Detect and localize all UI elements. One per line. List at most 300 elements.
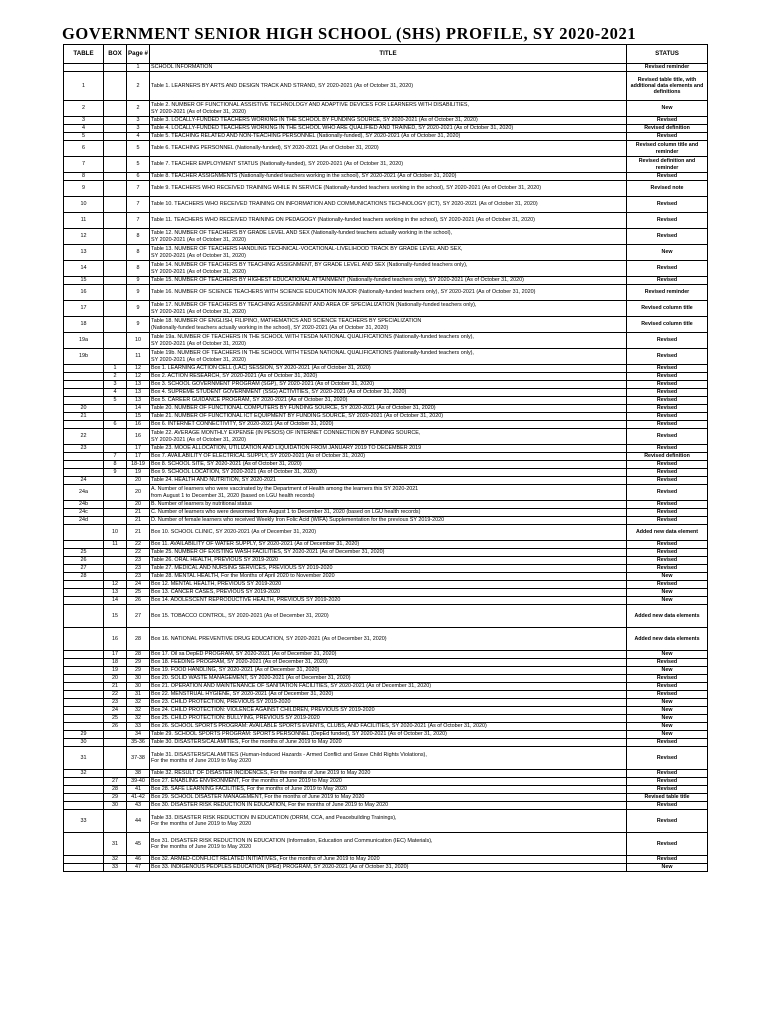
table-row (64, 365, 708, 373)
cell-status: New (627, 723, 708, 731)
cell-table-number (64, 723, 104, 731)
cell-box-number (104, 445, 127, 453)
cell-page-number: 28 (127, 651, 150, 659)
cell-title: Box 25. CHILD PROTECTION: BULLYING, PREVIOUS SY 2019-2020 (150, 715, 627, 723)
cell-box-number: 4 (104, 389, 127, 397)
table-row (64, 285, 708, 301)
cell-box-number: 28 (104, 786, 127, 794)
cell-status: New (627, 245, 708, 261)
cell-box-number (104, 477, 127, 485)
cell-table-number (64, 675, 104, 683)
cell-box-number: 21 (104, 683, 127, 691)
table-row (64, 589, 708, 597)
cell-box-number: 27 (104, 778, 127, 786)
cell-box-number: 1 (104, 365, 127, 373)
cell-title: Table 32. RESULT OF DISASTER INCIDENCES, For the months of June 2019 to May 2020 (150, 770, 627, 778)
cell-table-number: 2 (64, 101, 104, 117)
table-row (64, 477, 708, 485)
cell-status: Revised (627, 133, 708, 141)
cell-box-number (104, 747, 127, 770)
cell-page-number: 41 (127, 786, 150, 794)
cell-box-number (104, 501, 127, 509)
cell-table-number: 1 (64, 72, 104, 101)
cell-page-number: 2 (127, 72, 150, 101)
cell-status: Revised reminder (627, 285, 708, 301)
cell-title: Table 19a. NUMBER OF TEACHERS IN THE SCHOOL WITH TESDA NATIONAL QUALIFICATIONS (Nationally-funded teachers only), SY 2020-2021 (As of October 31, 2020) (150, 333, 627, 349)
cell-table-number: 16 (64, 285, 104, 301)
cell-page-number: 32 (127, 699, 150, 707)
cell-status: Revised (627, 197, 708, 213)
cell-title: Table 16. NUMBER OF SCIENCE TEACHERS WITH SCIENCE EDUCATION MAJOR (Nationally-funded teachers only), SY 2020-2021 (As of October 31, 2020) (150, 285, 627, 301)
cell-status: Revised (627, 770, 708, 778)
cell-page-number: 5 (127, 157, 150, 173)
cell-title: Box 7. AVAILABILITY OF ELECTRICAL SUPPLY, SY 2020-2021 (As of October 31, 2020) (150, 453, 627, 461)
cell-title: Box 2. ACTION RESEARCH, SY 2020-2021 (As of October 31, 2020) (150, 373, 627, 381)
table-row (64, 541, 708, 549)
cell-table-number (64, 707, 104, 715)
table-row (64, 197, 708, 213)
cell-page-number: 3 (127, 117, 150, 125)
cell-page-number: 23 (127, 573, 150, 581)
cell-page-number: 15 (127, 413, 150, 421)
cell-status: Revised (627, 517, 708, 525)
cell-status: Revised (627, 659, 708, 667)
cell-title: Table 6. TEACHING PERSONNEL (Nationally-funded), SY 2020-2021 (As of October 31, 2020) (150, 141, 627, 157)
cell-page-number: 28 (127, 628, 150, 651)
cell-status: Revised (627, 541, 708, 549)
cell-status: Revised definition (627, 453, 708, 461)
cell-table-number: 24d (64, 517, 104, 525)
cell-status: Added new data elements (627, 605, 708, 628)
table-row (64, 565, 708, 573)
table-row (64, 469, 708, 477)
cell-table-number: 4 (64, 125, 104, 133)
cell-title: Box 11. AVAILABILITY OF WATER SUPPLY, SY 2020-2021 (As of December 31, 2020) (150, 541, 627, 549)
cell-title: Table 9. TEACHERS WHO RECEIVED TRAINING WHILE IN SERVICE (Nationally-funded teachers working in the school), SY 2020-2021 (As of October 31, 2020) (150, 181, 627, 197)
cell-table-number: 29 (64, 731, 104, 739)
cell-status: Revised (627, 117, 708, 125)
cell-page-number: 8 (127, 261, 150, 277)
cell-status: New (627, 715, 708, 723)
table-row (64, 597, 708, 605)
table-row (64, 675, 708, 683)
cell-box-number (104, 509, 127, 517)
cell-table-number (64, 699, 104, 707)
cell-page-number: 46 (127, 856, 150, 864)
table-row (64, 64, 708, 72)
cell-title: Box 24. CHILD PROTECTION: VIOLENCE AGAINST CHILDREN, PREVIOUS SY 2019-2020 (150, 707, 627, 715)
cell-status: Revised (627, 683, 708, 691)
cell-box-number (104, 573, 127, 581)
cell-box-number (104, 565, 127, 573)
cell-table-number: 27 (64, 565, 104, 573)
cell-table-number (64, 683, 104, 691)
cell-title: Box 12. MENTAL HEALTH, PREVIOUS SY 2019-2020 (150, 581, 627, 589)
table-row (64, 794, 708, 802)
cell-table-number (64, 864, 104, 872)
header-status: STATUS (627, 45, 708, 64)
cell-status: Revised (627, 333, 708, 349)
cell-status: New (627, 667, 708, 675)
cell-table-number (64, 659, 104, 667)
table-row (64, 277, 708, 285)
table-row (64, 723, 708, 731)
cell-box-number (104, 141, 127, 157)
table-row (64, 525, 708, 541)
table-row (64, 429, 708, 445)
cell-table-number (64, 373, 104, 381)
cell-table-number (64, 715, 104, 723)
cell-title: Box 5. CAREER GUIDANCE PROGRAM, SY 2020-2021 (As of October 31, 2020) (150, 397, 627, 405)
cell-status: Revised (627, 381, 708, 389)
table-row (64, 509, 708, 517)
cell-box-number (104, 213, 127, 229)
cell-status: Revised column title (627, 301, 708, 317)
cell-page-number: 20 (127, 485, 150, 501)
cell-title: Table 10. TEACHERS WHO RECEIVED TRAINING ON INFORMATION AND COMMUNICATIONS TECHNOLOGY (ICT), SY 2020-2021 (As of October 31, 2020) (150, 197, 627, 213)
cell-table-number (64, 628, 104, 651)
cell-status: Revised (627, 229, 708, 245)
cell-status: New (627, 589, 708, 597)
cell-box-number: 29 (104, 794, 127, 802)
cell-title: Box 14. ADOLESCENT REPRODUCTIVE HEALTH, PREVIOUS SY 2019-2020 (150, 597, 627, 605)
cell-title: Box 26. SCHOOL SPORTS PROGRAM: AVAILABLE SPORTS EVENTS, CLUBS, AND FACILITIES, SY 2020-2021 (As of October 31, 2020) (150, 723, 627, 731)
table-row (64, 229, 708, 245)
table-row (64, 810, 708, 833)
cell-table-number (64, 786, 104, 794)
table-row (64, 739, 708, 747)
cell-status: Revised (627, 421, 708, 429)
cell-table-number (64, 541, 104, 549)
cell-status: Added new data element (627, 525, 708, 541)
table-row (64, 573, 708, 581)
cell-status: Revised (627, 261, 708, 277)
cell-title: Table 8. TEACHER ASSIGNMENTS (Nationally-funded teachers working in the school), SY 2020-2021 (As of October 31, 2020) (150, 173, 627, 181)
cell-table-number (64, 64, 104, 72)
cell-page-number: 26 (127, 597, 150, 605)
cell-table-number: 21 (64, 413, 104, 421)
cell-table-number (64, 856, 104, 864)
cell-status: Revised (627, 739, 708, 747)
cell-box-number (104, 549, 127, 557)
cell-box-number (104, 429, 127, 445)
cell-status: Revised table title (627, 794, 708, 802)
cell-title: Table 13. NUMBER OF TEACHERS HANDLING TECHNICAL-VOCATIONAL-LIVELIHOOD TRACK BY GRADE LEVEL AND SEX, SY 2020-2021 (As of October 31, 2020) (150, 245, 627, 261)
cell-table-number: 28 (64, 573, 104, 581)
table-row (64, 373, 708, 381)
profile-index-table-wrapper (63, 44, 706, 872)
header-box: BOX (104, 45, 127, 64)
cell-box-number: 20 (104, 675, 127, 683)
cell-page-number: 21 (127, 517, 150, 525)
cell-page-number: 13 (127, 397, 150, 405)
table-row (64, 833, 708, 856)
cell-status: Revised definition and reminder (627, 157, 708, 173)
cell-box-number: 2 (104, 373, 127, 381)
table-row (64, 864, 708, 872)
cell-title: Box 9. SCHOOL LOCATION, SY 2020-2021 (As of October 31, 2020) (150, 469, 627, 477)
header-table: TABLE (64, 45, 104, 64)
cell-status: Revised (627, 365, 708, 373)
cell-title: Box 18. FEEDING PROGRAM, SY 2020-2021 (As of December 31, 2020) (150, 659, 627, 667)
cell-title: C. Number of learners who were dewormed from August 1 to December 31, 2020 (based on LGU health records) (150, 509, 627, 517)
cell-title: Table 14. NUMBER OF TEACHERS BY TEACHING ASSIGNMENT, BY GRADE LEVEL AND SEX (Nationally-funded teachers only), SY 2020-2021 (As of October 31, 2020) (150, 261, 627, 277)
cell-title: Box 31. DISASTER RISK REDUCTION IN EDUCATION (Information, Education and Communication (IEC) Materials), For the months of June 2019 to May 2020 (150, 833, 627, 856)
cell-box-number: 12 (104, 581, 127, 589)
cell-table-number (64, 691, 104, 699)
cell-page-number: 9 (127, 317, 150, 333)
cell-box-number (104, 770, 127, 778)
cell-table-number (64, 365, 104, 373)
cell-title: Table 29. SCHOOL SPORTS PROGRAM: SPORTS PERSONNEL (DepEd funded), SY 2020-2021 (As of October 31, 2020) (150, 731, 627, 739)
cell-box-number (104, 285, 127, 301)
cell-page-number: 17 (127, 445, 150, 453)
cell-table-number: 26 (64, 557, 104, 565)
cell-page-number: 30 (127, 683, 150, 691)
cell-page-number: 21 (127, 509, 150, 517)
cell-table-number: 14 (64, 261, 104, 277)
cell-title: Table 28. MENTAL HEALTH, For the Months of April 2020 to November 2020 (150, 573, 627, 581)
cell-title: Table 1. LEARNERS BY ARTS AND DESIGN TRACK AND STRAND, SY 2020-2021 (As of October 31, 2020) (150, 72, 627, 101)
cell-title: Box 19. FOOD HANDLING, SY 2020-2021 (As of December 31, 2020) (150, 667, 627, 675)
cell-status: Revised (627, 802, 708, 810)
table-row (64, 389, 708, 397)
cell-table-number: 24b (64, 501, 104, 509)
cell-table-number (64, 597, 104, 605)
table-row (64, 715, 708, 723)
cell-status: Revised (627, 373, 708, 381)
cell-page-number: 45 (127, 833, 150, 856)
cell-box-number: 7 (104, 453, 127, 461)
cell-status: Revised (627, 833, 708, 856)
cell-title: Box 30. DISASTER RISK REDUCTION IN EDUCATION, For the months of June 2019 to May 2020 (150, 802, 627, 810)
cell-table-number: 30 (64, 739, 104, 747)
table-row (64, 691, 708, 699)
cell-table-number: 6 (64, 141, 104, 157)
cell-status: Revised (627, 389, 708, 397)
cell-status: New (627, 707, 708, 715)
cell-box-number: 22 (104, 691, 127, 699)
cell-page-number: 2 (127, 101, 150, 117)
cell-box-number: 26 (104, 723, 127, 731)
cell-page-number: 9 (127, 277, 150, 285)
cell-page-number: 37-38 (127, 747, 150, 770)
cell-table-number: 9 (64, 181, 104, 197)
cell-title: Box 6. INTERNET CONNECTIVITY, SY 2020-2021 (As of October 31, 2020) (150, 421, 627, 429)
cell-title: Table 11. TEACHERS WHO RECEIVED TRAINING ON PEDAGOGY (Nationally-funded teachers working in the school), SY 2020-2021 (As of October 31, 2020) (150, 213, 627, 229)
cell-table-number (64, 778, 104, 786)
cell-table-number: 24 (64, 477, 104, 485)
cell-table-number (64, 794, 104, 802)
table-row (64, 802, 708, 810)
header-title: TITLE (150, 45, 627, 64)
cell-page-number: 13 (127, 389, 150, 397)
cell-status: Revised (627, 856, 708, 864)
cell-title: Box 23. CHILD PROTECTION, PREVIOUS SY 2019-2020 (150, 699, 627, 707)
cell-box-number (104, 557, 127, 565)
cell-status: Revised (627, 557, 708, 565)
cell-status: Revised (627, 477, 708, 485)
cell-title: Table 24. HEALTH AND NUTRITION, SY 2020-2021 (150, 477, 627, 485)
cell-table-number (64, 469, 104, 477)
cell-title: Box 15. TOBACCO CONTROL, SY 2020-2021 (As of December 31, 2020) (150, 605, 627, 628)
cell-table-number (64, 397, 104, 405)
cell-status: Revised column title (627, 317, 708, 333)
table-row (64, 397, 708, 405)
cell-box-number (104, 181, 127, 197)
table-row (64, 453, 708, 461)
cell-page-number: 12 (127, 365, 150, 373)
cell-page-number: 43 (127, 802, 150, 810)
cell-box-number (104, 261, 127, 277)
cell-box-number: 13 (104, 589, 127, 597)
cell-box-number (104, 333, 127, 349)
cell-title: Table 22. AVERAGE MONTHLY EXPENSE (IN PESOS) OF INTERNET CONNECTION BY FUNDING SOURCE, SY 2020-2021 (As of October 31, 2020) (150, 429, 627, 445)
table-row (64, 778, 708, 786)
cell-title: Table 12. NUMBER OF TEACHERS BY GRADE LEVEL AND SEX (Nationally-funded teachers actually working in the school), SY 2020-2021 (As of October 31, 2020) (150, 229, 627, 245)
cell-title: Table 27. MEDICAL AND NURSING SERVICES, PREVIOUS SY 2019-2020 (150, 565, 627, 573)
table-row (64, 157, 708, 173)
cell-page-number: 20 (127, 501, 150, 509)
cell-page-number: 41-42 (127, 794, 150, 802)
cell-status: Revised (627, 581, 708, 589)
table-row (64, 485, 708, 501)
table-row (64, 261, 708, 277)
cell-status: Revised (627, 509, 708, 517)
cell-status: Revised (627, 461, 708, 469)
cell-status: Revised (627, 747, 708, 770)
cell-page-number: 23 (127, 557, 150, 565)
cell-title: Table 19b. NUMBER OF TEACHERS IN THE SCHOOL WITH TESDA NATIONAL QUALIFICATIONS (Nationally-funded teachers only), SY 2020-2021 (As of October 31, 2020) (150, 349, 627, 365)
cell-page-number: 47 (127, 864, 150, 872)
table-row (64, 659, 708, 667)
cell-status: New (627, 864, 708, 872)
cell-box-number: 31 (104, 833, 127, 856)
cell-status: Revised column title and reminder (627, 141, 708, 157)
table-row (64, 461, 708, 469)
cell-table-number: 33 (64, 810, 104, 833)
cell-title: SCHOOL INFORMATION (150, 64, 627, 72)
cell-page-number: 32 (127, 707, 150, 715)
table-row (64, 133, 708, 141)
cell-box-number: 30 (104, 802, 127, 810)
cell-title: Table 20. NUMBER OF FUNCTIONAL COMPUTERS BY FUNDING SOURCE, SY 2020-2021 (As of October 31, 2020) (150, 405, 627, 413)
cell-box-number (104, 133, 127, 141)
cell-title: Box 21. OPERATION AND MAINTENANCE OF SANITATION FACILITIES, SY 2020-2021 (As of December 31, 2020) (150, 683, 627, 691)
cell-box-number: 14 (104, 597, 127, 605)
cell-table-number (64, 461, 104, 469)
cell-title: Table 31. DISASTERS/CALAMITIES (Human-Induced Hazards - Armed Conflict and Grave Child Rights Violations), For the months of June 2019 to May 2020 (150, 747, 627, 770)
cell-page-number: 31 (127, 691, 150, 699)
table-row (64, 101, 708, 117)
document-title: GOVERNMENT SENIOR HIGH SCHOOL (SHS) PROFILE, SY 2020-2021 (62, 24, 637, 43)
cell-title: Box 16. NATIONAL PREVENTIVE DRUG EDUCATION, SY 2020-2021 (As of December 31, 2020) (150, 628, 627, 651)
cell-status: Revised reminder (627, 64, 708, 72)
cell-title: Table 4. LOCALLY-FUNDED TEACHERS WORKING IN THE SCHOOL WHO ARE QUALIFIED AND TRAINED, SY 2020-2021 (As of October 31, 2020) (150, 125, 627, 133)
cell-table-number: 19a (64, 333, 104, 349)
cell-title: Box 1. LEARNING ACTION CELL (LAC) SESSION, SY 2020-2021 (As of October 31, 2020) (150, 365, 627, 373)
cell-table-number: 18 (64, 317, 104, 333)
cell-status: New (627, 101, 708, 117)
cell-status: Revised (627, 810, 708, 833)
cell-title: Table 5. TEACHING RELATED AND NON-TEACHING PERSONNEL (Nationally-funded), SY 2020-2021 (As of October 31, 2020) (150, 133, 627, 141)
cell-title: Table 3. LOCALLY-FUNDED TEACHERS WORKING IN THE SCHOOL BY FUNDING SOURCE, SY 2020-2021 (As of October 31, 2020) (150, 117, 627, 125)
cell-status: Revised (627, 413, 708, 421)
cell-box-number (104, 405, 127, 413)
cell-table-number: 22 (64, 429, 104, 445)
table-row (64, 699, 708, 707)
table-row (64, 213, 708, 229)
cell-table-number (64, 453, 104, 461)
cell-title: Box 3. SCHOOL GOVERNMENT PROGRAM (SGP), SY 2020-2021 (As of October 31, 2020) (150, 381, 627, 389)
cell-title: Box 27. ENABLING ENVIRONMENT, For the months of June 2019 to May 2020 (150, 778, 627, 786)
cell-table-number: 12 (64, 229, 104, 245)
cell-title: Table 21. NUMBER OF FUNCTIONAL ICT EQUIPMENT BY FUNDING SOURCE, SY 2020-2021 (As of October 31, 2020) (150, 413, 627, 421)
cell-status: New (627, 651, 708, 659)
cell-box-number (104, 349, 127, 365)
cell-table-number: 10 (64, 197, 104, 213)
cell-status: Revised definition (627, 125, 708, 133)
cell-box-number: 18 (104, 659, 127, 667)
table-row (64, 856, 708, 864)
cell-table-number (64, 651, 104, 659)
cell-page-number: 13 (127, 381, 150, 389)
cell-status: Revised (627, 429, 708, 445)
table-row (64, 421, 708, 429)
cell-table-number: 17 (64, 301, 104, 317)
cell-box-number (104, 301, 127, 317)
table-row (64, 747, 708, 770)
cell-title: Box 22. MENSTRUAL HYGIENE, SY 2020-2021 (As of December 31, 2020) (150, 691, 627, 699)
cell-title: Table 18. NUMBER OF ENGLISH, FILIPINO, MATHEMATICS AND SCIENCE TEACHERS BY SPECIALIZATION (Nationally-funded teachers actually working in the school), SY 2020-2021 (As of October 31, 2020) (150, 317, 627, 333)
table-row (64, 770, 708, 778)
cell-status: Revised table title, with additional data elements and definitions (627, 72, 708, 101)
cell-page-number: 27 (127, 605, 150, 628)
cell-page-number: 6 (127, 173, 150, 181)
cell-status: Revised (627, 565, 708, 573)
cell-page-number: 9 (127, 301, 150, 317)
cell-page-number: 32 (127, 715, 150, 723)
cell-table-number: 3 (64, 117, 104, 125)
cell-status: New (627, 597, 708, 605)
header-page: Page # (127, 45, 150, 64)
cell-title: Table 17. NUMBER OF TEACHERS BY TEACHING ASSIGNMENT AND AREA OF SPECIALIZATION (Nationally-funded teachers only), SY 2020-2021 (As of October 31, 2020) (150, 301, 627, 317)
cell-page-number: 10 (127, 333, 150, 349)
cell-status: Revised (627, 445, 708, 453)
cell-page-number: 22 (127, 549, 150, 557)
cell-page-number: 29 (127, 667, 150, 675)
cell-status: New (627, 731, 708, 739)
cell-table-number: 13 (64, 245, 104, 261)
cell-title: Box 29. SCHOOL DISASTER MANAGEMENT, For the months of June 2019 to May 2020 (150, 794, 627, 802)
cell-page-number: 35-36 (127, 739, 150, 747)
cell-box-number (104, 245, 127, 261)
table-row (64, 317, 708, 333)
cell-box-number (104, 157, 127, 173)
cell-box-number (104, 64, 127, 72)
cell-status: Revised (627, 786, 708, 794)
table-row (64, 125, 708, 133)
table-row (64, 707, 708, 715)
cell-box-number: 6 (104, 421, 127, 429)
cell-page-number: 7 (127, 197, 150, 213)
cell-page-number: 9 (127, 285, 150, 301)
cell-status: New (627, 699, 708, 707)
cell-page-number: 29 (127, 659, 150, 667)
cell-page-number: 30 (127, 675, 150, 683)
cell-page-number: 5 (127, 141, 150, 157)
table-header-row (64, 45, 708, 64)
